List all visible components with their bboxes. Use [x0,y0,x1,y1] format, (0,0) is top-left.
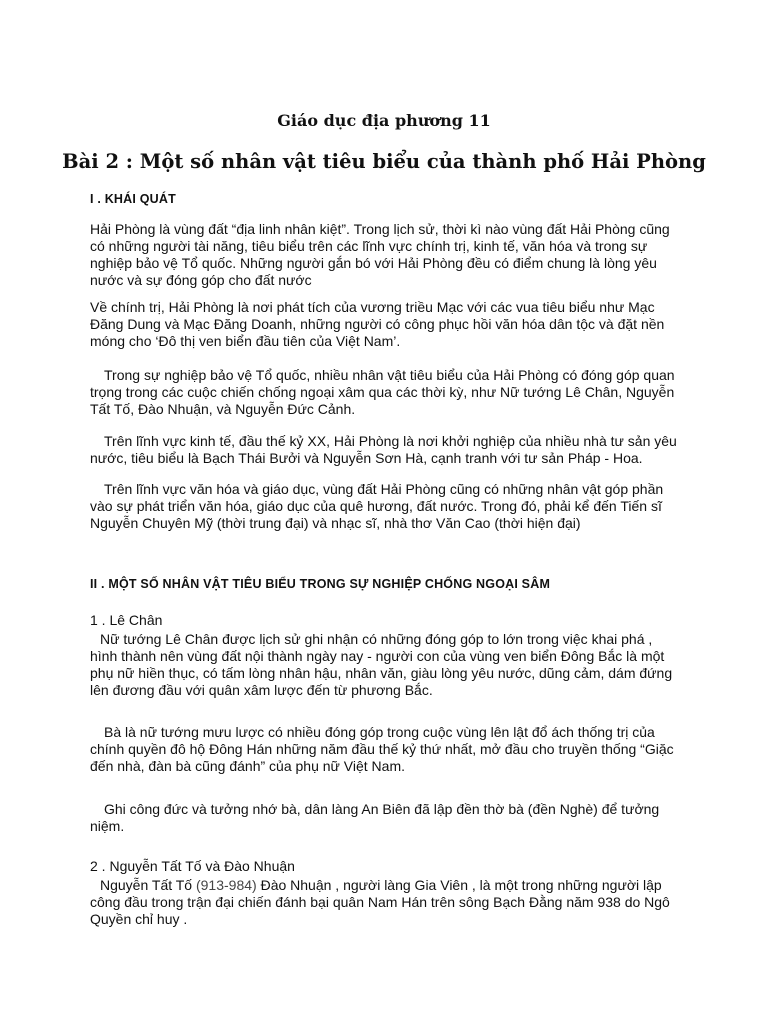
subheading-le-chan: 1 . Lê Chân [90,612,163,628]
subheading-nguyen-tat-to: 2 . Nguyễn Tất Tố và Đào Nhuận [90,858,295,874]
paragraph-economy: Trên lĩnh vực kinh tế, đầu thế kỷ XX, Hải Phòng là nơi khởi nghiệp của nhiều nhà tư sản yêu nước, tiêu biểu là Bạch Thái Bưởi và Nguyễn Sơn Hà, cạnh tranh với tư sản Pháp - Hoa. [90,433,677,466]
person-description: Đào Nhuận , người làng Gia Viên , là một trong những người lập công đầu trong trận đại chiến đánh bại quân Nam Hán trên sông Bạch Đằng năm 938 do Ngô Quyền chỉ huy . [90,877,670,927]
person-name: Nguyễn Tất Tố [100,877,193,893]
paragraph-le-chan-intro: Nữ tướng Lê Chân được lịch sử ghi nhận có những đóng góp to lớn trong việc khai phá , hình thành nên vùng đất nội thành ngày nay - người con của vùng ven biển Đông Bắc là một phụ nữ hiền thục, có tấm lòng nhân hậu, nhân văn, giàu lòng yêu nước, dũng cảm, dám đứng lên đương đầu với quân xâm lược đến từ phương Bắc. [90,631,673,698]
paragraph-nguyen-tat-to [90,877,680,928]
paragraph-overview-intro: Hải Phòng là vùng đất “địa linh nhân kiệt”. Trong lịch sử, thời kì nào vùng đất Hải Phòng cũng có những người tài năng, tiêu biểu trên các lĩnh vực chính trị, kinh tế, văn hóa và trong sự nghiệp bảo vệ Tổ quốc. Những người gắn bó với Hải Phòng đều có điểm chung là lòng yêu nước và sự đóng góp cho đất nước [90,221,670,288]
section-heading-figures: II . MỘT SỐ NHÂN VẬT TIÊU BIỂU TRONG SỰ NGHIỆP CHỐNG NGOẠI SÂM [90,577,551,591]
document-title: Bài 2 : Một số nhân vật tiêu biểu của thành phố Hải Phòng [62,150,706,173]
paragraph-le-chan-temple: Ghi công đức và tưởng nhớ bà, dân làng An Biên đã lập đền thờ bà (đền Nghè) để tưởng niệm. [90,801,660,834]
paragraph-le-chan-strategist: Bà là nữ tướng mưu lược có nhiều đóng góp trong cuộc vùng lên lật đổ ách thống trị của chính quyền đô hộ Đông Hán những năm đầu thế kỷ thứ nhất, mở đầu cho truyền thống “Giặc đến nhà, đàn bà cũng đánh” của phụ nữ Việt Nam. [90,724,674,774]
section-heading-overview: I . KHÁI QUÁT [90,192,176,206]
person-years: (913-984) [195,877,257,893]
paragraph-culture: Trên lĩnh vực văn hóa và giáo dục, vùng đất Hải Phòng cũng có những nhân vật góp phần vào sự phát triển văn hóa, giáo dục của quê hương, đất nước. Trong đó, phải kể đến Tiến sĩ Nguyễn Chuyên Mỹ (thời trung đại) và nhạc sĩ, nhà thơ Văn Cao (thời hiện đại) [90,481,664,531]
paragraph-politics: Về chính trị, Hải Phòng là nơi phát tích của vương triều Mạc với các vua tiêu biểu như Mạc Đăng Dung và Mạc Đăng Doanh, những người có công phục hồi văn hóa dân tộc và đặt nền móng cho ‘Đô thị ven biển đầu tiên của Việt Nam’. [90,299,665,349]
paragraph-defense: Trong sự nghiệp bảo vệ Tổ quốc, nhiều nhân vật tiêu biểu của Hải Phòng có đóng góp quan trọng trong các cuộc chiến chống ngoại xâm qua các thời kỳ, như Nữ tướng Lê Chân, Nguyễn Tất Tố, Đào Nhuận, và Nguyễn Đức Cảnh. [90,367,675,417]
document-subtitle: Giáo dục địa phương 11 [277,111,491,130]
